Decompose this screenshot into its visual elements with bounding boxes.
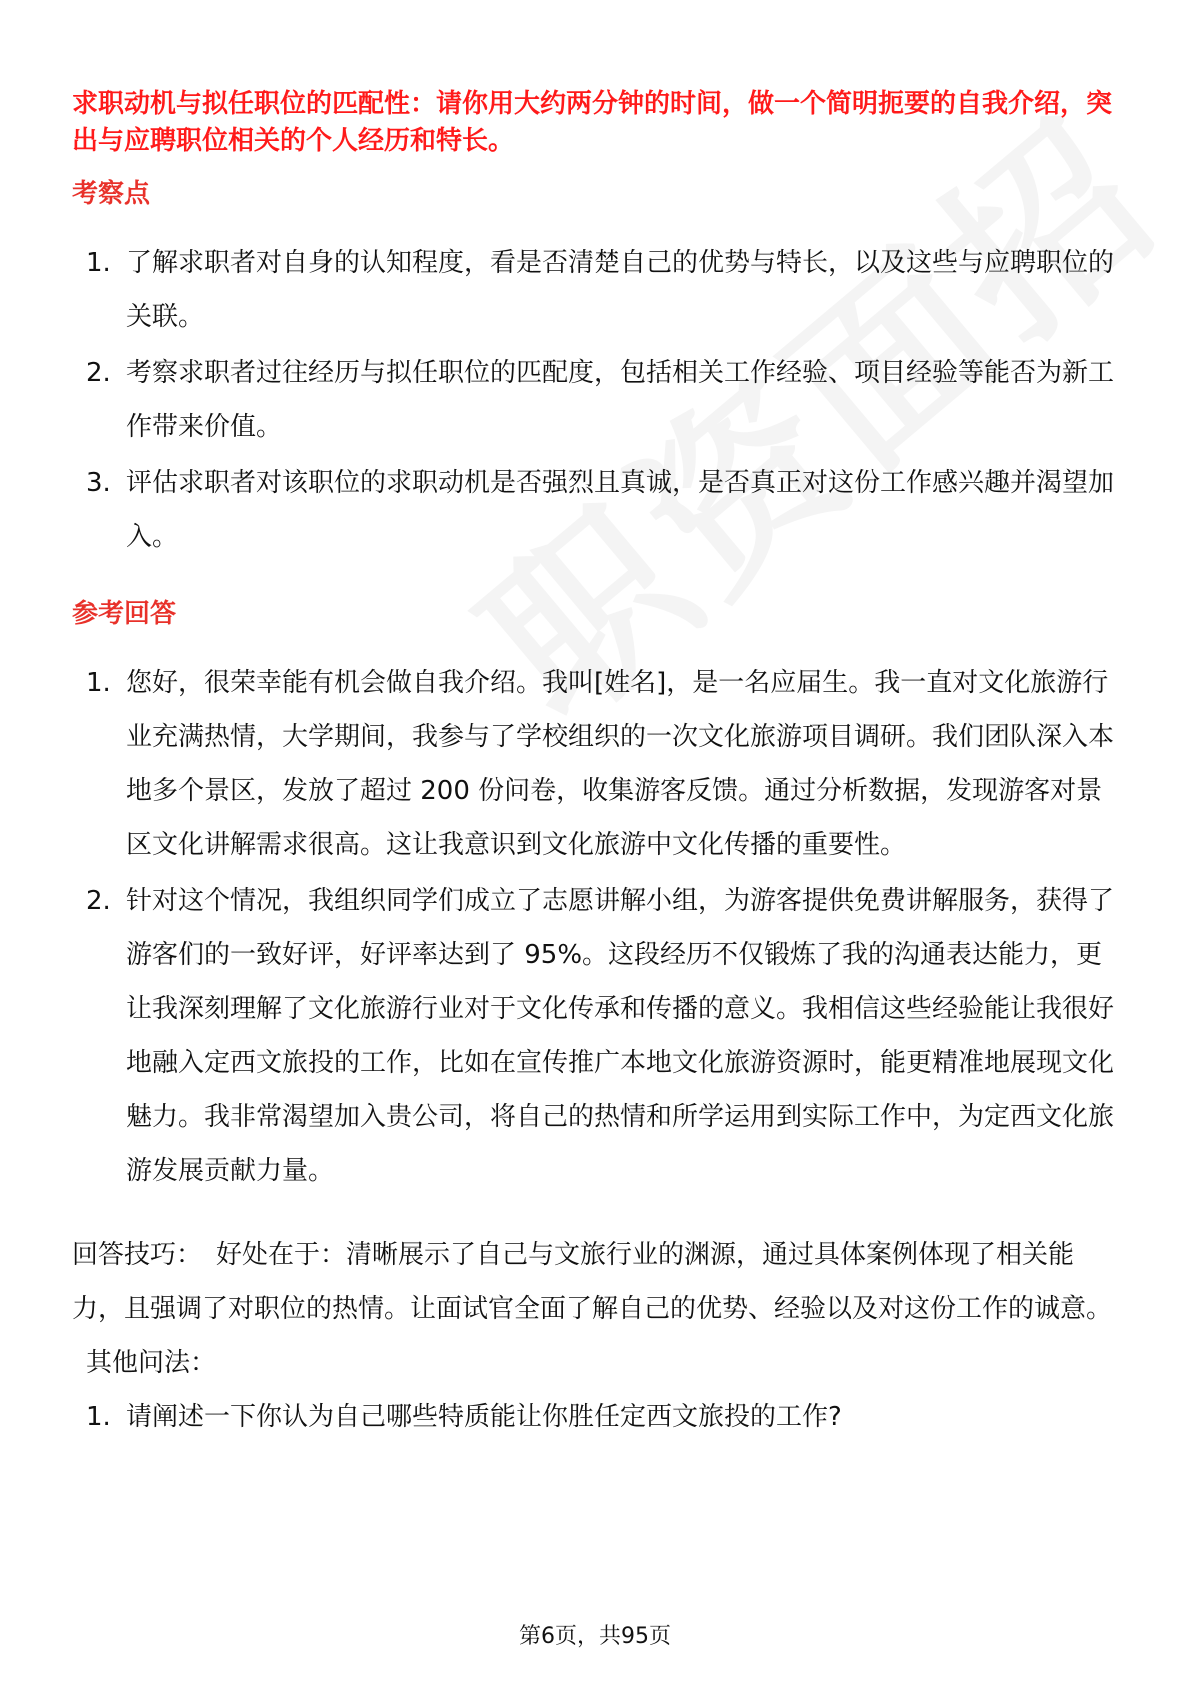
list-item xyxy=(72,456,1122,564)
question-heading: 求职动机与拟任职位的匹配性：请你用大约两分钟的时间，做一个简明扼要的自我介绍，突出与应聘职位相关的个人经历和特长。 xyxy=(72,89,1113,156)
examine-list xyxy=(72,236,1122,564)
list-item-text: 针对这个情况，我组织同学们成立了志愿讲解小组，为游客提供免费讲解服务，获得了游客们的一致好评，好评率达到了 95%。这段经历不仅锻炼了我的沟通表达能力，更让我深刻理解了文化旅游行业对于文化传承和传播的意义。我相信这些经验能让我很好地融入定西文旅投的工作，比如在宣传推广本地文化旅游资源时，能更精准地展现文化魅力。我非常渴望加入贵公司，将自己的热情和所学运用到实际工作中，为定西文化旅游发展贡献力量。 xyxy=(126,886,1115,1186)
list-item-text: 请阐述一下你认为自己哪些特质能让你胜任定西文旅投的工作? xyxy=(126,1402,842,1432)
list-item-number: 1. xyxy=(86,248,111,278)
list-item-number: 2. xyxy=(86,358,111,388)
list-item-text: 评估求职者对该职位的求职动机是否强烈且真诚，是否真正对这份工作感兴趣并渴望加入。 xyxy=(126,468,1115,552)
list-item-text: 了解求职者对自身的认知程度，看是否清楚自己的优势与特长，以及这些与应聘职位的关联。 xyxy=(126,248,1115,332)
list-item xyxy=(72,1390,1122,1444)
other-questions-label: 其他问法： xyxy=(86,1348,217,1378)
list-item xyxy=(72,346,1122,454)
tips-label: 回答技巧： xyxy=(72,1240,203,1270)
list-item-number: 1. xyxy=(86,1402,111,1432)
list-item xyxy=(72,874,1122,1198)
list-item-number: 1. xyxy=(86,668,111,698)
list-item-number: 2. xyxy=(86,886,111,916)
page-content xyxy=(72,86,1122,1444)
tips-text: 好处在于：清晰展示了自己与文旅行业的渊源，通过具体案例体现了相关能力，且强调了对职位的热情。让面试官全面了解自己的优势、经验以及对这份工作的诚意。 xyxy=(72,1240,1113,1324)
section-title-answer: 参考回答 xyxy=(72,599,177,629)
answer-list xyxy=(72,656,1122,1198)
section-title-examine: 考察点 xyxy=(72,179,151,209)
other-questions-list xyxy=(72,1390,1122,1444)
page-number-footer: 第6页，共95页 xyxy=(519,1624,671,1649)
list-item xyxy=(72,656,1122,872)
list-item-number: 3. xyxy=(86,468,111,498)
list-item-text: 您好，很荣幸能有机会做自我介绍。我叫[姓名]，是一名应届生。我一直对文化旅游行业充满热情，大学期间，我参与了学校组织的一次文化旅游项目调研。我们团队深入本地多个景区，发放了超过 200 份问卷，收集游客反馈。通过分析数据，发现游客对景区文化讲解需求很高。这让我意识到文化旅游中文化传播的重要性。 xyxy=(126,668,1115,860)
list-item-text: 考察求职者过往经历与拟任职位的匹配度，包括相关工作经验、项目经验等能否为新工作带来价值。 xyxy=(126,358,1115,442)
list-item xyxy=(72,236,1122,344)
answer-tips xyxy=(72,1228,1122,1390)
